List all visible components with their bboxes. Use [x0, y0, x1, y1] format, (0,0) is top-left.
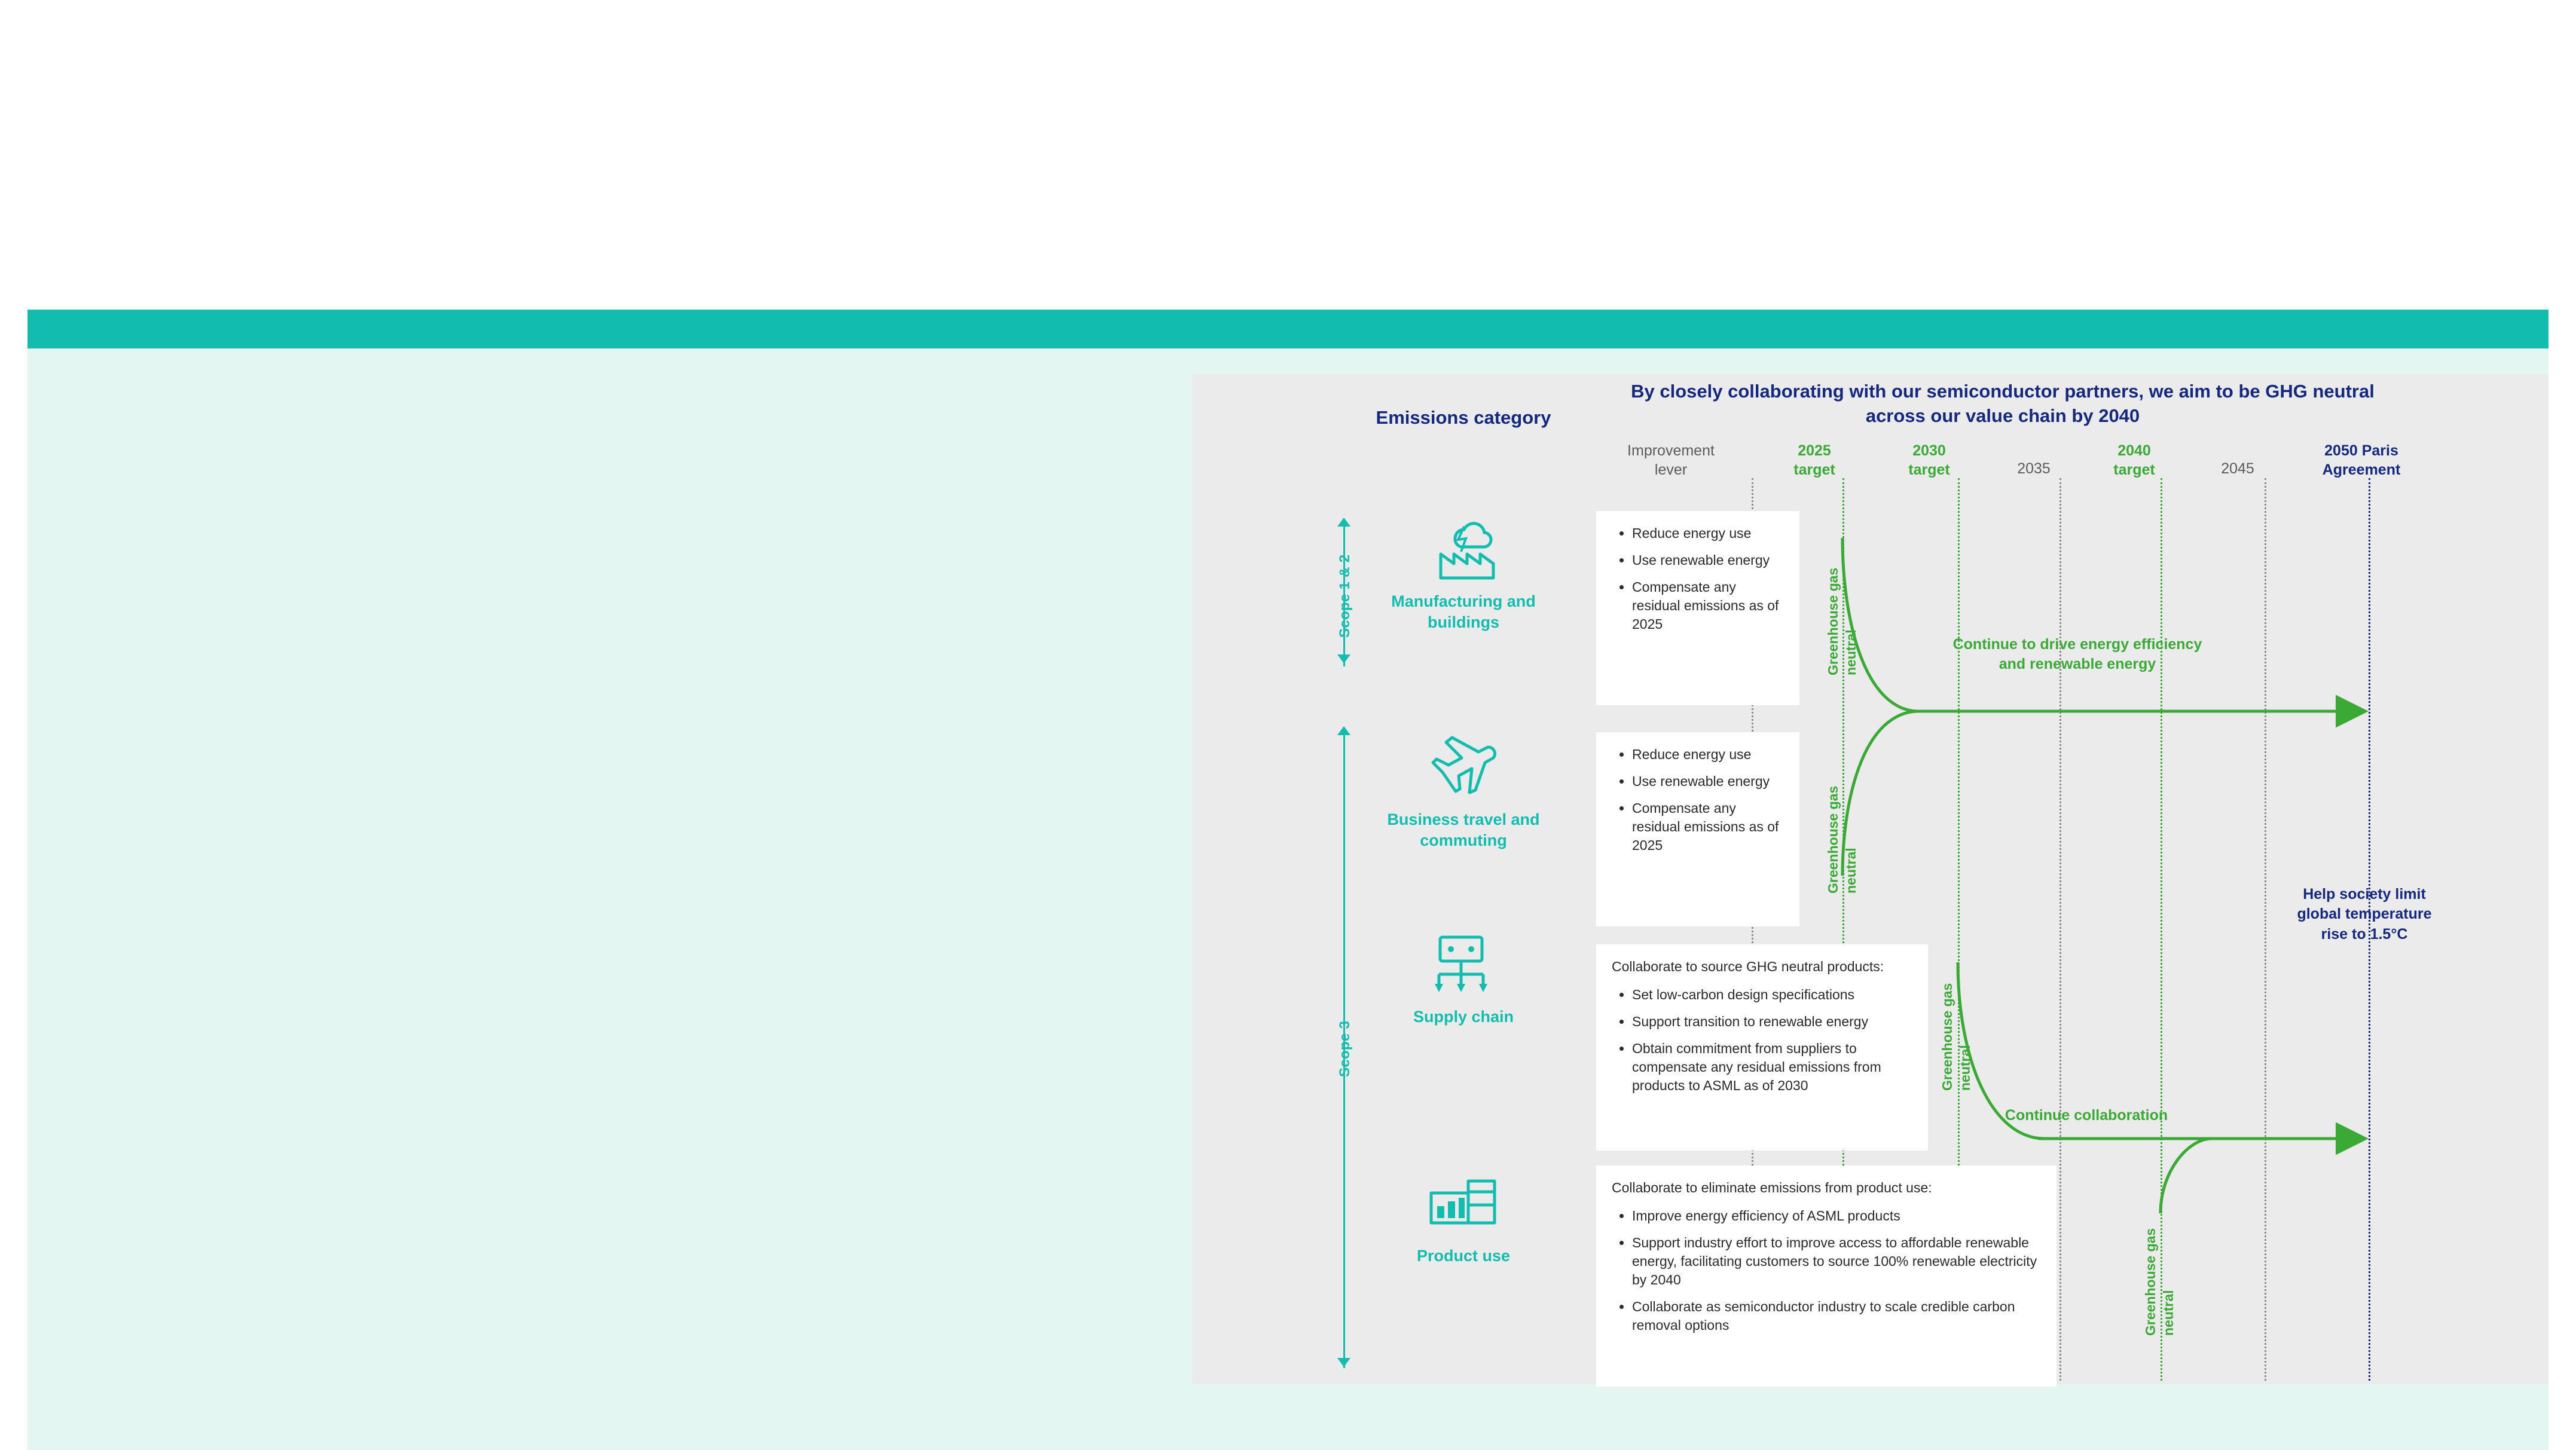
factory-icon — [1365, 517, 1562, 583]
annotation-help-society: Help society limit global temperature rise to 1.5°C — [2297, 886, 2432, 943]
category-name-manufacturing: Manufacturing and buildings — [1391, 592, 1536, 632]
category-business-travel-and-commuting — [1365, 735, 1562, 851]
timeline-label-2050-paris — [2293, 441, 2430, 479]
scope-1-2-arrow-up — [1337, 518, 1350, 527]
timeline-label-2040 — [2086, 441, 2182, 479]
timeline-label-improvement-lever: Improvement lever — [1627, 442, 1715, 478]
timeline-sub-2030: target — [1908, 461, 1950, 478]
lever-card-manufacturing — [1596, 511, 1799, 705]
scope-3-arrow-up — [1337, 726, 1350, 735]
lever-item: • Improve energy efficiency of ASML products — [1632, 1207, 2041, 1225]
lever-item: • Compensate any residual emissions as of 2025 — [1632, 578, 1784, 634]
ghg-neutral-label-supply-chain: Greenhouse gas neutral — [1939, 983, 1973, 1091]
lever-item: • Collaborate as semiconductor industry to scale credible carbon removal options — [1632, 1298, 2041, 1335]
lever-item: • Compensate any residual emissions as of 2025 — [1632, 799, 1784, 855]
machine-icon — [1365, 1171, 1562, 1237]
lever-item: • Reduce energy use — [1632, 745, 1784, 764]
lever-card-product-use — [1596, 1165, 2056, 1387]
timeline-sub-2050: Agreement — [2322, 461, 2401, 478]
lever-item: • Support industry effort to improve access to affordable renewable energy, facilitating customers to source 100% renewable electricity by 2040 — [1632, 1234, 2041, 1289]
lever-card-business-travel — [1596, 732, 1799, 926]
supply-chain-icon — [1365, 932, 1562, 998]
timeline-sub-2025: target — [1793, 461, 1835, 478]
scope-1-2-arrow-down — [1337, 654, 1350, 663]
page-headline: By closely collaborating with our semiconductor partners, we aim to be GHG neutral across our value chain by 2040 — [1631, 381, 2375, 426]
category-supply-chain — [1365, 932, 1562, 1027]
lever-card-intro: Collaborate to eliminate emissions from product use: — [1612, 1180, 1932, 1195]
timeline-label-2030 — [1881, 441, 1977, 479]
ghg-neutral-label-product-use: Greenhouse gas neutral — [2143, 1228, 2176, 1336]
lever-item: • Support transition to renewable energy — [1632, 1012, 1912, 1031]
lever-item: • Reduce energy use — [1632, 524, 1784, 543]
timeline-sub-2040: target — [2113, 461, 2155, 478]
timeline-rule-2045 — [2265, 478, 2266, 1381]
category-name-business-travel: Business travel and commuting — [1387, 810, 1540, 850]
timeline-year-2030: 2030 — [1912, 442, 1946, 459]
annotation-continue-energy-efficiency: Continue to drive energy efficiency and renewable energy — [1952, 636, 2202, 673]
airplane-icon — [1365, 735, 1562, 801]
lever-item: • Set low-carbon design specifications — [1632, 986, 1912, 1004]
ghg-neutral-label-manufacturing: Greenhouse gas neutral — [1825, 567, 1859, 675]
scope-3-arrow-down — [1337, 1358, 1350, 1367]
timeline-year-2040: 2040 — [2117, 442, 2151, 459]
lever-item: • Obtain commitment from suppliers to compensate any residual emissions from products to ASML as of 2030 — [1632, 1039, 1912, 1095]
scope-1-2-label: Scope 1 & 2 — [1337, 554, 1353, 638]
timeline-label-2045: 2045 — [2221, 460, 2254, 477]
lever-item: • Use renewable energy — [1632, 772, 1784, 791]
category-product-use — [1365, 1171, 1562, 1267]
top-teal-band — [27, 310, 2549, 348]
annotation-continue-collaboration: Continue collaboration — [2004, 1107, 2168, 1124]
timeline-year-2025: 2025 — [1798, 442, 1831, 459]
scope-3-label: Scope 3 — [1337, 1020, 1353, 1077]
timeline-year-2050: 2050 Paris — [2324, 442, 2398, 459]
ghg-neutral-label-business-travel: Greenhouse gas neutral — [1825, 785, 1859, 894]
category-name-supply-chain: Supply chain — [1413, 1008, 1514, 1026]
emissions-category-title: Emissions category — [1376, 407, 1551, 428]
timeline-label-2025 — [1767, 441, 1862, 479]
lever-item: • Use renewable energy — [1632, 551, 1784, 570]
lever-card-supply-chain — [1596, 944, 1928, 1151]
timeline-rule-2035 — [2059, 478, 2061, 1381]
category-manufacturing-and-buildings — [1365, 517, 1562, 633]
timeline-label-2035: 2035 — [2017, 460, 2051, 477]
category-name-product-use: Product use — [1416, 1247, 1511, 1265]
lever-card-intro: Collaborate to source GHG neutral products: — [1612, 959, 1884, 974]
